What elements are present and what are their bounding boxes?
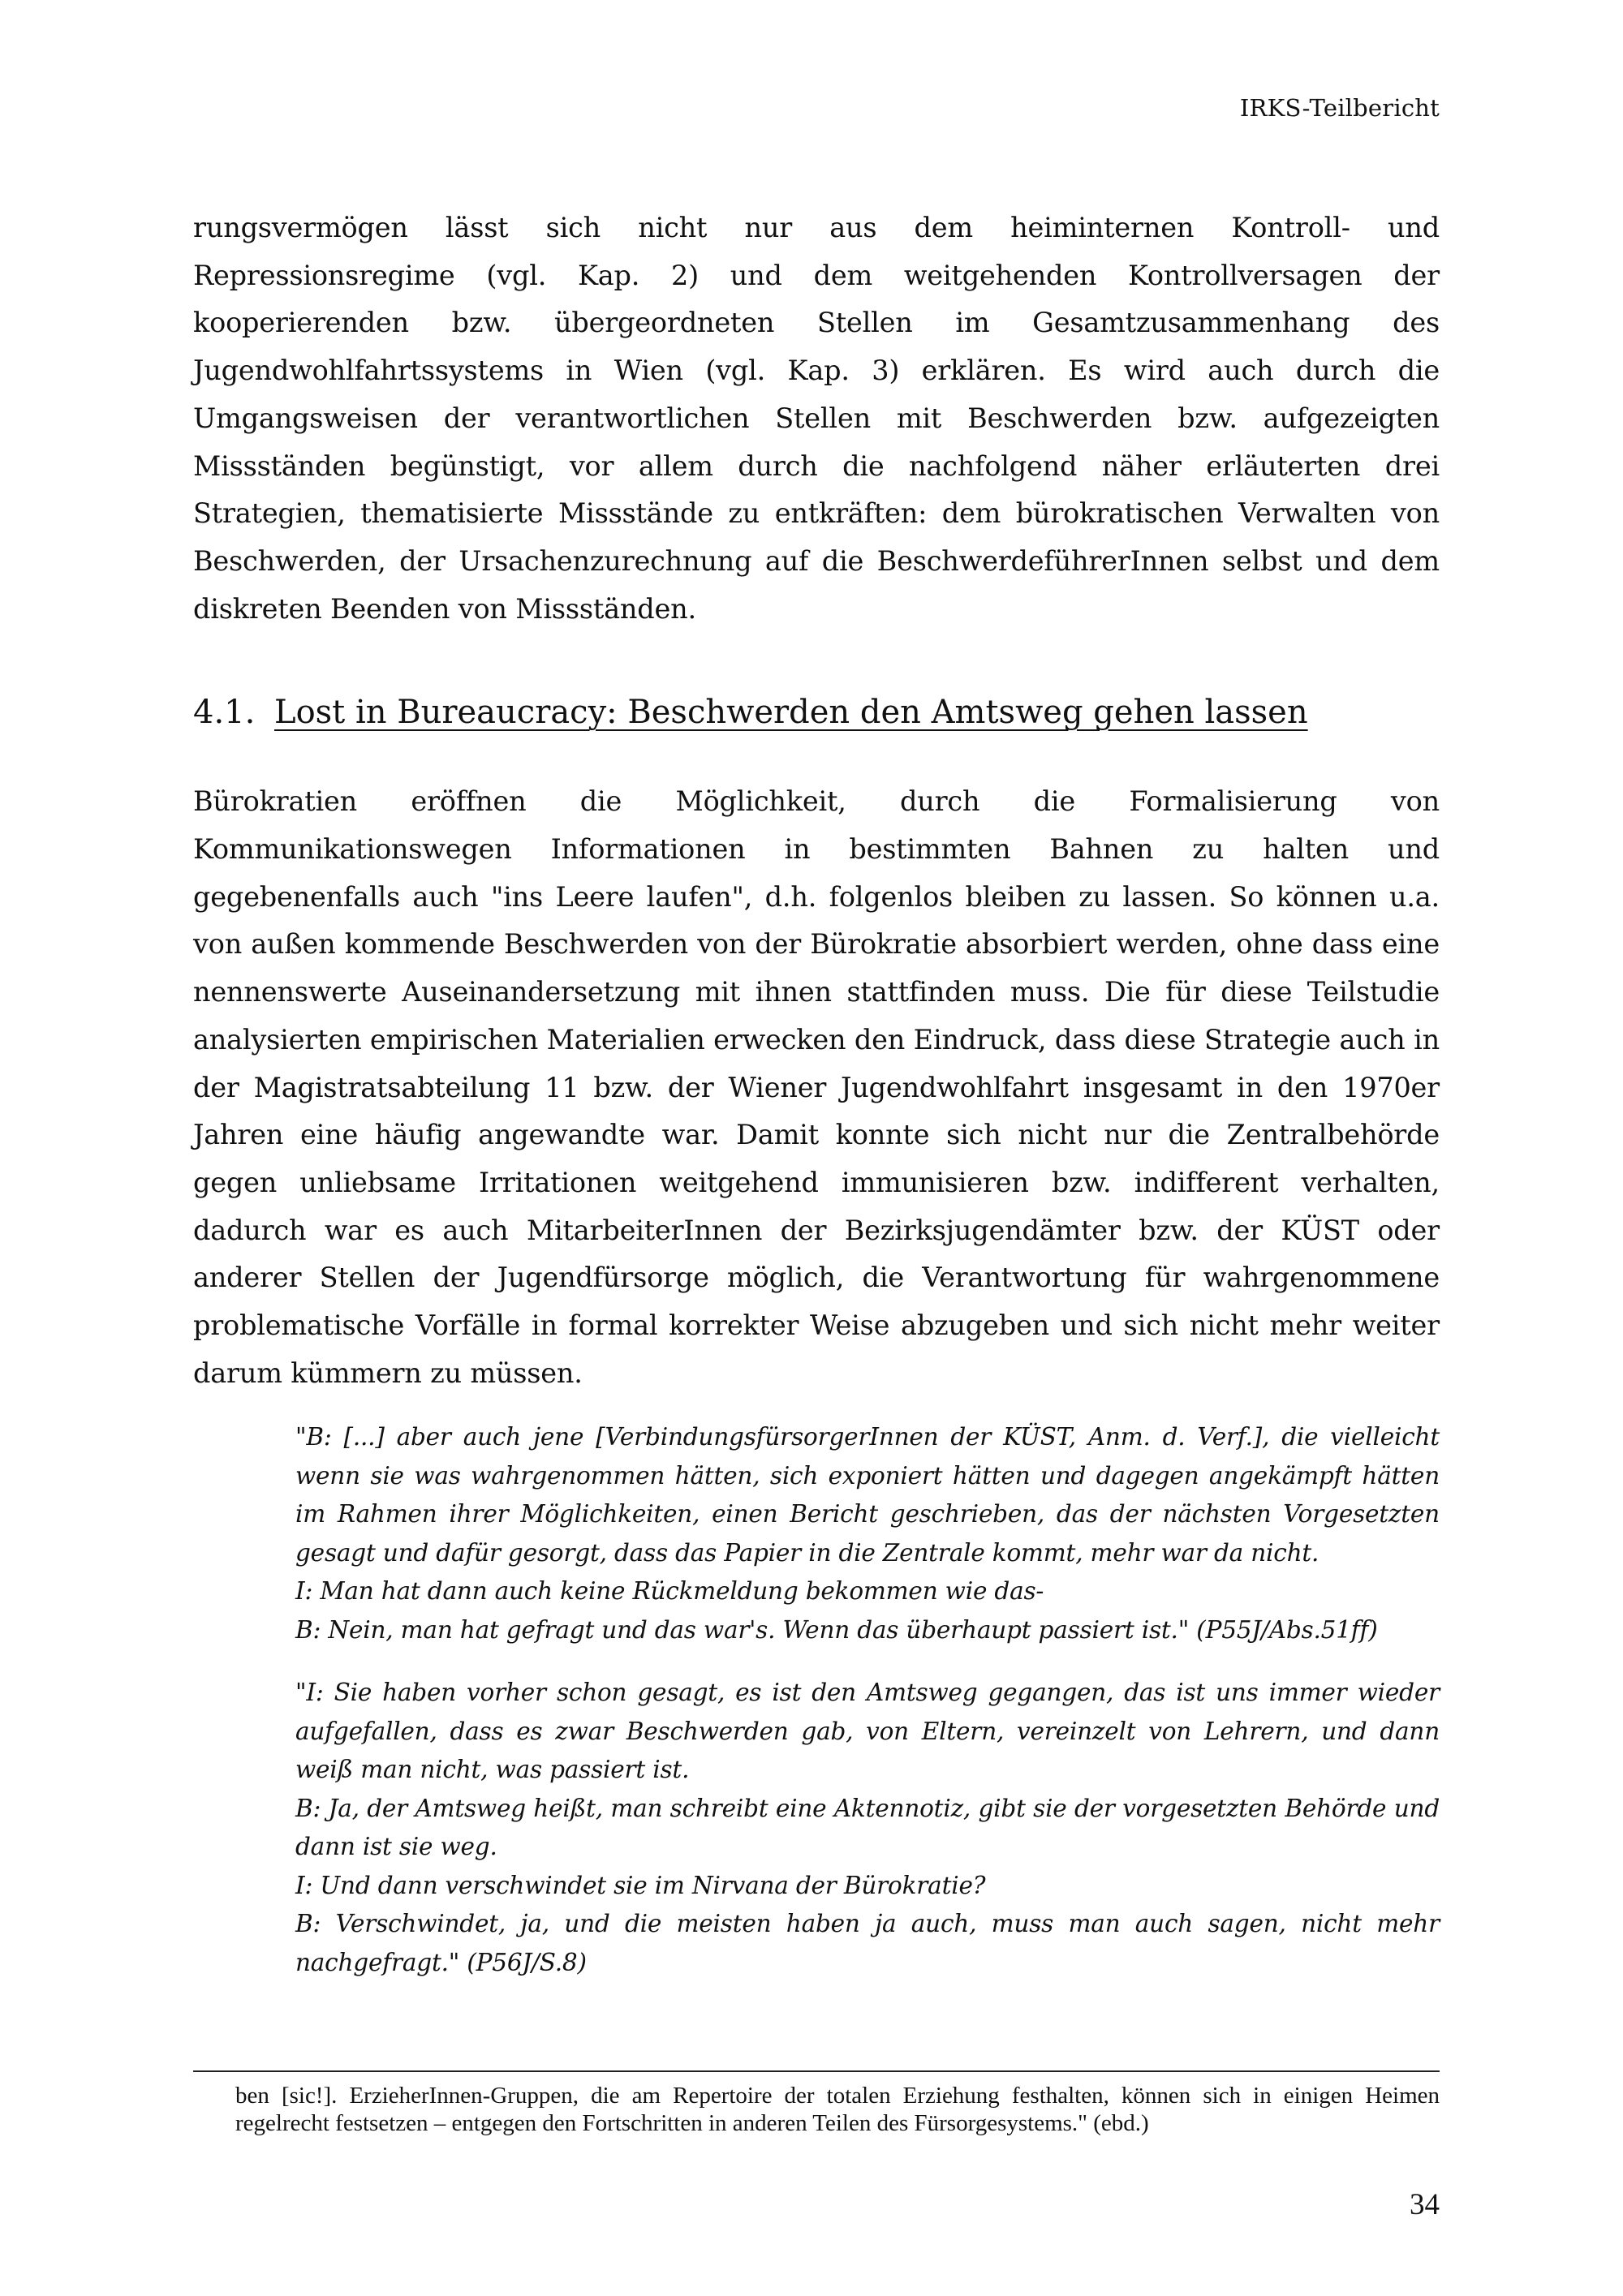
quote-line: B: Ja, der Amtsweg heißt, man schreibt eine Aktennotiz, gibt sie der vorgesetzten Behörde und dann ist sie weg. — [295, 1794, 1440, 1861]
footnote-divider — [193, 2070, 1440, 2072]
quote-line: B: Nein, man hat gefragt und das war's. Wenn das überhaupt passiert ist." (P55J/Abs.51ff) — [295, 1615, 1378, 1644]
interview-quote-2 — [193, 1674, 1440, 1982]
running-header: IRKS-Teilbericht — [1239, 94, 1440, 122]
page-number: 34 — [1410, 2188, 1440, 2221]
quote-line: I: Man hat dann auch keine Rückmeldung bekommen wie das- — [295, 1577, 1044, 1606]
quote-line: "B: [...] aber auch jene [VerbindungsfürsorgerInnen der KÜST, Anm. d. Verf.], die vielleicht wenn sie was wahrgenommen hätten, sich exponiert hätten und dagegen angekämpft hätten im Rahmen ihrer Möglichkeiten, einen Bericht geschrieben, das der nächsten Vorgesetzten gesagt und dafür gesorgt, dass das Papier in die Zentrale kommt, mehr war da nicht. — [295, 1423, 1440, 1567]
quote-line: B: Verschwindet, ja, und die meisten haben ja auch, muss man auch sagen, nicht mehr nachgefragt." (P56J/S.8) — [295, 1910, 1440, 1976]
quote-line: I: Und dann verschwindet sie im Nirvana der Bürokratie? — [295, 1871, 986, 1899]
section-title: Lost in Bureaucracy: Beschwerden den Amtsweg gehen lassen — [274, 694, 1308, 732]
section-number: 4.1. — [193, 694, 256, 732]
intro-paragraph: rungsvermögen lässt sich nicht nur aus dem heiminternen Kontroll- und Repressionsregime (vgl. Kap. 2) und dem weitgehenden Kontrollversagen der kooperierenden bzw. übergeordneten Stellen im Gesamtzusammenhang des Jugendwohlfahrtssystems in Wien (vgl. Kap. 3) erklären. Es wird auch durch die Umgangsweisen der verantwortlichen Stellen mit Beschwerden bzw. aufgezeigten Missständen begünstigt, vor allem durch die nachfolgend näher erläuterten drei Strategien, thematisierte Missstände zu entkräften: dem bürokratischen Verwalten von Beschwerden, der Ursachenzurechnung auf die BeschwerdeführerInnen selbst und dem diskreten Beenden von Missständen. — [193, 212, 1440, 625]
interview-quote-1 — [193, 1418, 1440, 1649]
quote-line: "I: Sie haben vorher schon gesagt, es ist den Amtsweg gegangen, das ist uns immer wieder aufgefallen, dass es zwar Beschwerden gab, von Eltern, vereinzelt von Lehrern, und dann weiß man nicht, was passiert ist. — [295, 1679, 1440, 1784]
page-body — [193, 204, 1440, 1982]
footnote-text: ben [sic!]. ErzieherInnen-Gruppen, die am Repertoire der totalen Erziehung festhalten, können sich in einigen Heimen regelrecht festsetzen – entgegen den Fortschritten in anderen Teilen des Fürsorgesystems." (ebd.) — [235, 2083, 1440, 2136]
section-heading — [193, 683, 1440, 742]
section-paragraph: Bürokratien eröffnen die Möglichkeit, durch die Formalisierung von Kommunikationswegen Informationen in bestimmten Bahnen zu halten und gegebenenfalls auch "ins Leere laufen", d.h. folgenlos bleiben zu lassen. So können u.a. von außen kommende Beschwerden von der Bürokratie absorbiert werden, ohne dass eine nennenswerte Auseinandersetzung mit ihnen stattfinden muss. Die für diese Teilstudie analysierten empirischen Materialien erwecken den Eindruck, dass diese Strategie auch in der Magistratsabteilung 11 bzw. der Wiener Jugendwohlfahrt insgesamt in den 1970er Jahren eine häufig angewandte war. Damit konnte sich nicht nur die Zentralbehörde gegen unliebsame Irritationen weitgehend immunisieren bzw. indifferent verhalten, dadurch war es auch MitarbeiterInnen der Bezirksjugendämter bzw. der KÜST oder anderer Stellen der Jugendfürsorge möglich, die Verantwortung für wahrgenommene problematische Vorfälle in formal korrekter Weise abzugeben und sich nicht mehr weiter darum kümmern zu müssen. — [193, 785, 1440, 1389]
